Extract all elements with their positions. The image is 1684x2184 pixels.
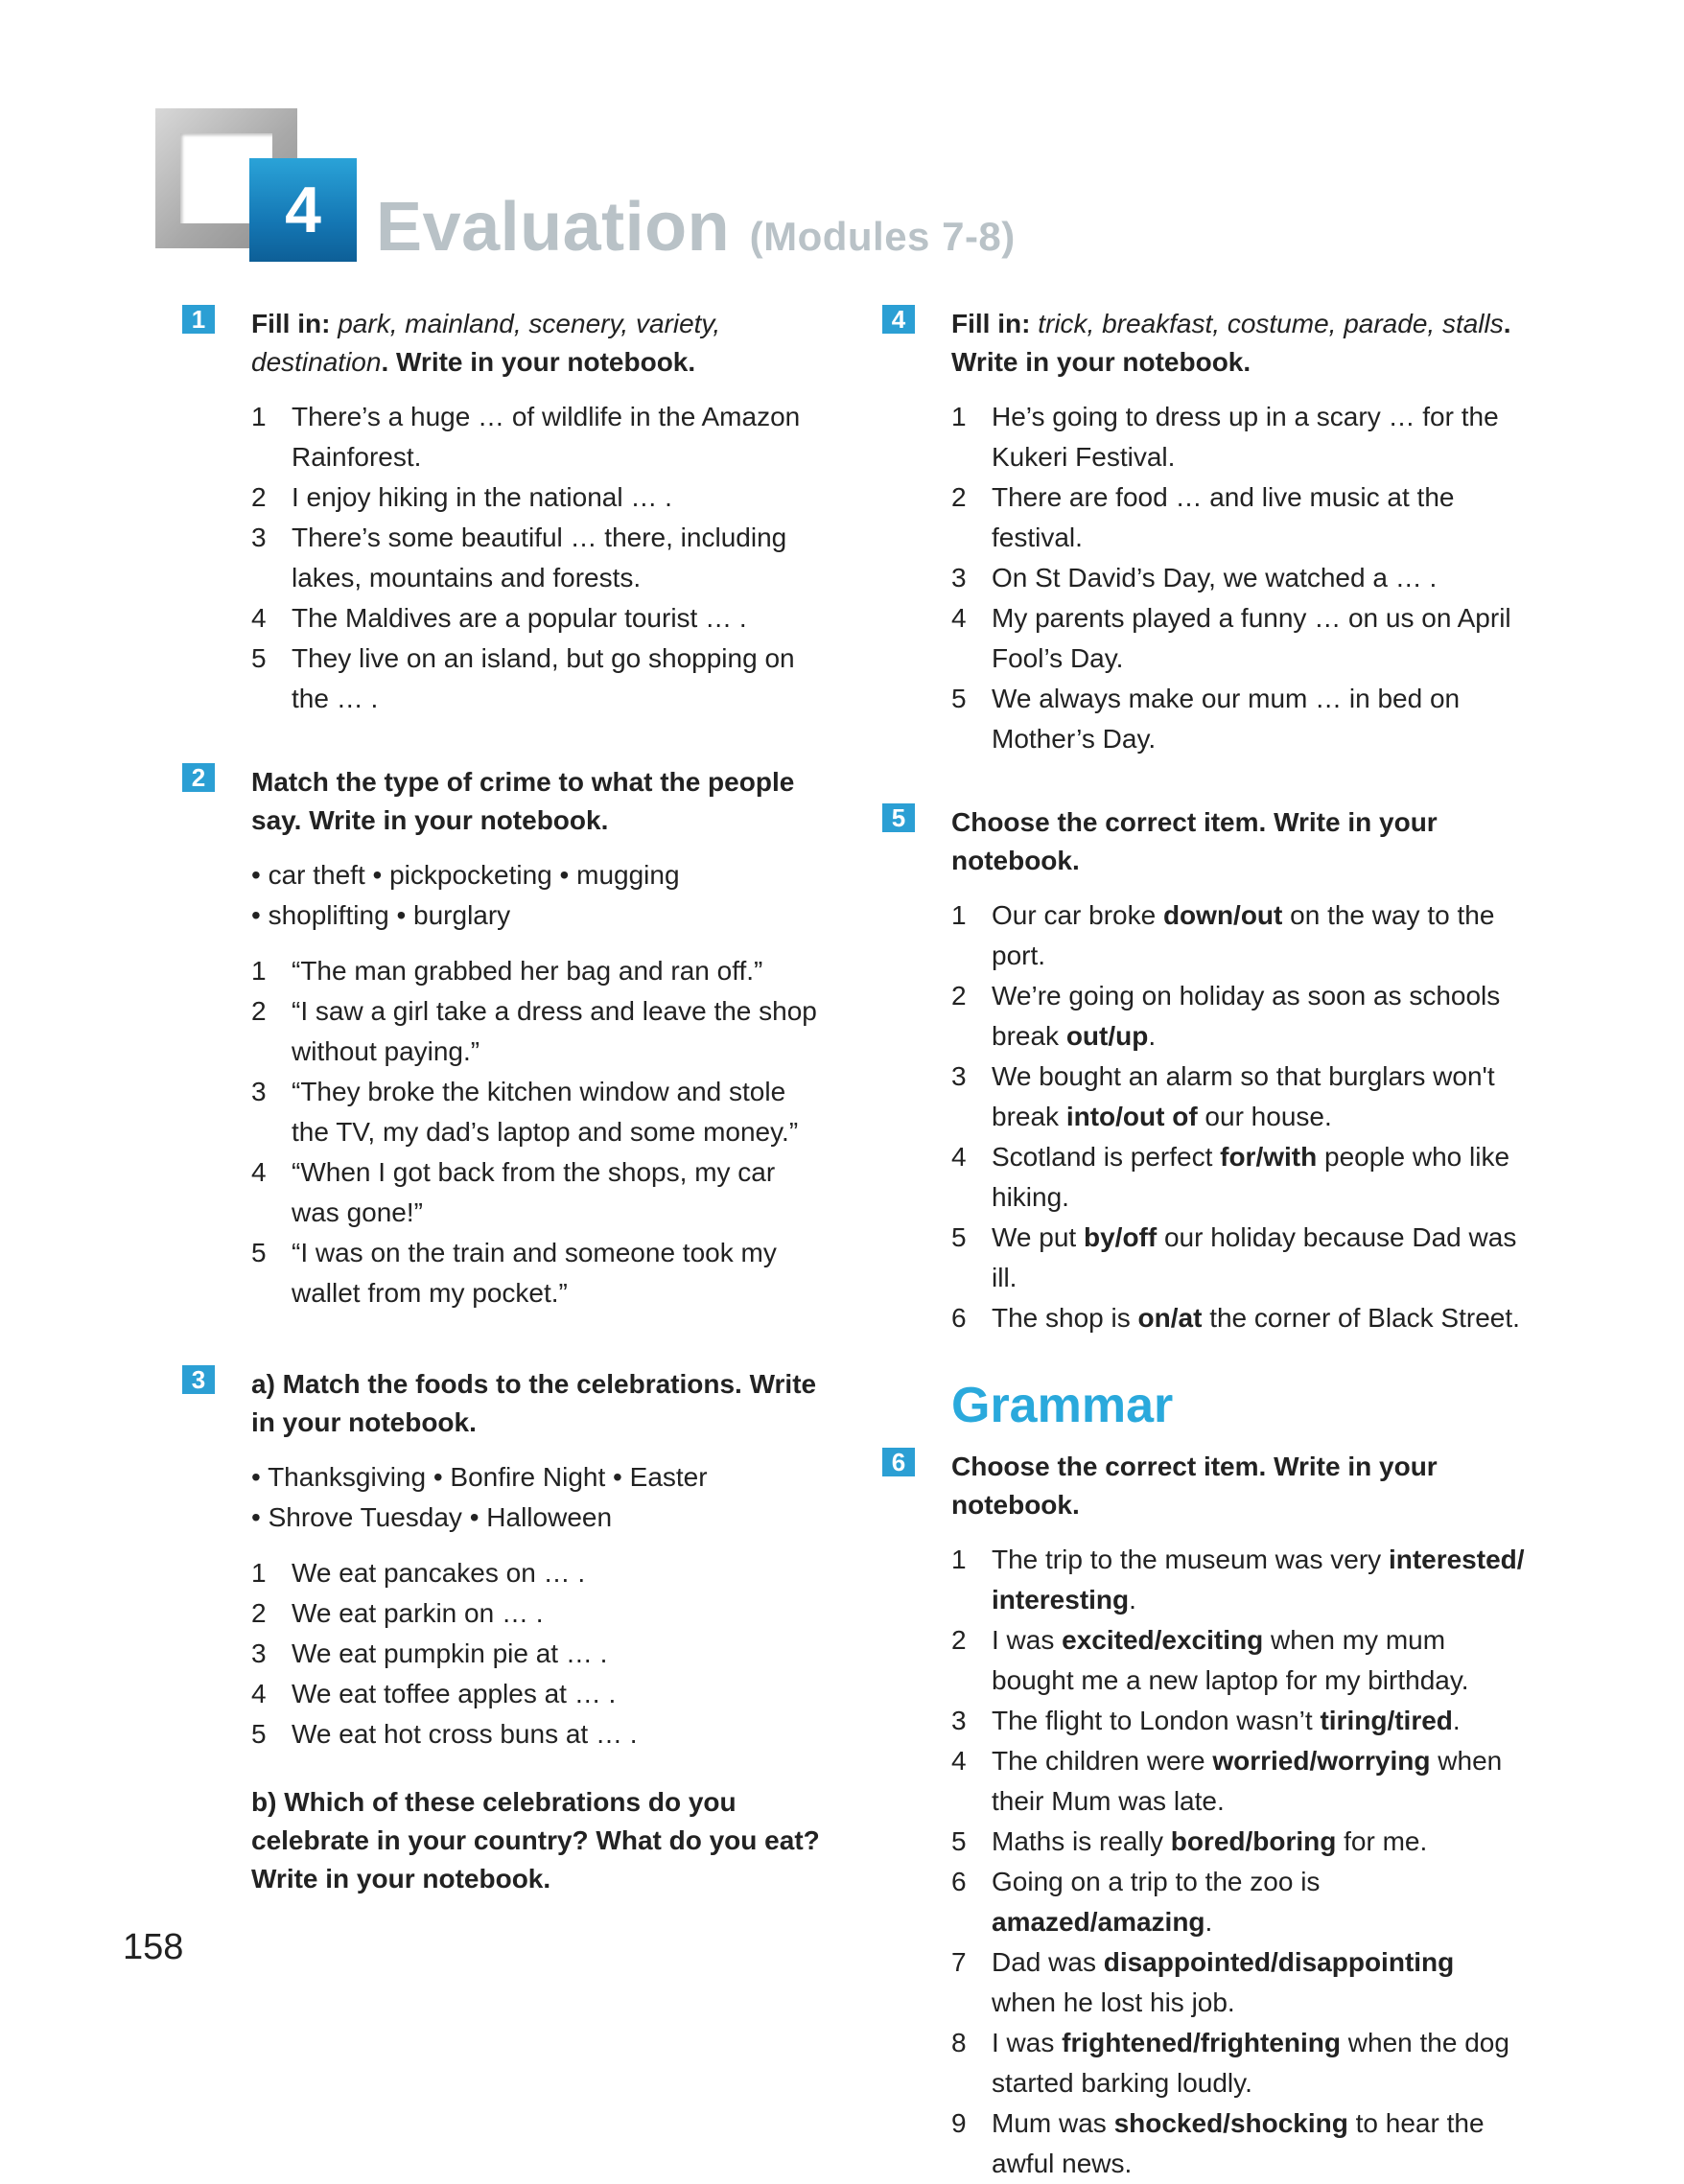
list-item bbox=[951, 1620, 1525, 1701]
list-item bbox=[951, 1741, 1525, 1822]
left-column bbox=[182, 305, 825, 1898]
list-item bbox=[251, 1553, 825, 1593]
item-text: We bought an alarm so that burglars won't break bbox=[992, 1061, 1495, 1131]
list-item bbox=[251, 951, 825, 991]
item-text: We’re going on holiday as soon as schools break bbox=[992, 981, 1501, 1051]
item-text: . bbox=[1129, 1585, 1136, 1615]
exercise-1 bbox=[182, 305, 825, 719]
item-number: 5 bbox=[951, 684, 967, 713]
item-text: The children were bbox=[992, 1746, 1213, 1776]
choice-options: out/up bbox=[1065, 1021, 1149, 1051]
item-number: 2 bbox=[951, 482, 967, 512]
list-item bbox=[951, 2023, 1525, 2103]
instruction-tail: . Write in your notebook. bbox=[951, 309, 1511, 377]
list-item bbox=[951, 558, 1525, 598]
item-number: 1 bbox=[251, 402, 267, 431]
list-item bbox=[251, 1233, 825, 1313]
exercise-items bbox=[251, 855, 825, 1313]
exercise-instruction-a: a) Match the foods to the celebrations. Write in your notebook. bbox=[251, 1369, 817, 1437]
item-number: 1 bbox=[951, 402, 967, 431]
choice-options: interested/ interesting bbox=[992, 1545, 1525, 1615]
exercise-number-badge: 2 bbox=[182, 763, 215, 792]
item-text: . bbox=[1205, 1907, 1213, 1937]
item-text: our house. bbox=[1197, 1102, 1332, 1131]
item-number: 7 bbox=[951, 1947, 967, 1977]
item-text: on the way to the port. bbox=[992, 900, 1495, 970]
choice-options: excited/exciting bbox=[1062, 1625, 1264, 1655]
list-item bbox=[251, 397, 825, 477]
item-number: 3 bbox=[251, 1638, 267, 1668]
choice-options: disappointed/disappointing bbox=[1103, 1947, 1455, 1977]
item-number: 6 bbox=[951, 1303, 967, 1333]
exercise-instruction-b: b) Which of these celebrations do you celebrate in your country? What do you eat? Write in your notebook. bbox=[251, 1787, 820, 1894]
item-number: 2 bbox=[251, 1598, 267, 1628]
section-heading-grammar: Grammar bbox=[951, 1378, 1174, 1433]
item-text: We eat parkin on … . bbox=[292, 1598, 544, 1628]
item-text: We eat pumpkin pie at … . bbox=[292, 1638, 608, 1668]
choice-options: worried/worrying bbox=[1212, 1746, 1431, 1776]
item-number: 5 bbox=[251, 643, 267, 673]
item-text: They live on an island, but go shopping on the … . bbox=[292, 643, 795, 713]
choice-options: tiring/tired bbox=[1320, 1706, 1453, 1735]
item-text: “When I got back from the shops, my car was gone!” bbox=[292, 1157, 776, 1227]
title-text: Evaluation bbox=[376, 189, 731, 266]
choice-options: by/off bbox=[1083, 1222, 1158, 1252]
instruction-lead: Fill in: bbox=[951, 309, 1031, 338]
item-number: 1 bbox=[251, 956, 267, 986]
list-item bbox=[951, 679, 1525, 759]
item-text: We eat toffee apples at … . bbox=[292, 1679, 617, 1708]
list-item bbox=[951, 1057, 1525, 1137]
item-number: 5 bbox=[251, 1719, 267, 1749]
exercise-number-badge: 6 bbox=[882, 1448, 915, 1476]
item-number: 1 bbox=[251, 1558, 267, 1588]
item-text: The Maldives are a popular tourist … . bbox=[292, 603, 747, 633]
choice-options: down/out bbox=[1162, 900, 1283, 930]
list-item bbox=[251, 1714, 825, 1754]
item-text: . bbox=[1148, 1021, 1157, 1051]
item-text: On St David’s Day, we watched a … . bbox=[992, 563, 1438, 592]
choice-options: on/at bbox=[1137, 1303, 1203, 1333]
list-item bbox=[251, 639, 825, 719]
item-text: Going on a trip to the zoo is bbox=[992, 1867, 1321, 1896]
item-number: 3 bbox=[251, 1077, 267, 1106]
item-text: Dad was bbox=[992, 1947, 1104, 1977]
right-column bbox=[882, 305, 1525, 2184]
exercise-2 bbox=[182, 763, 825, 1313]
list-item bbox=[251, 1593, 825, 1634]
choice-options: for/with bbox=[1220, 1142, 1318, 1172]
item-text: I was bbox=[992, 2028, 1063, 2057]
options-line: • shoplifting • burglary bbox=[251, 900, 511, 930]
exercise-instruction bbox=[251, 305, 825, 382]
exercise-items bbox=[951, 1540, 1525, 2184]
exercise-items bbox=[251, 397, 825, 719]
item-text: when my mum bought me a new laptop for my birthday. bbox=[992, 1625, 1469, 1695]
item-text: We eat pancakes on … . bbox=[292, 1558, 586, 1588]
word-bank: park, mainland, scenery, variety, destination bbox=[251, 309, 721, 377]
item-number: 4 bbox=[951, 603, 967, 633]
list-item bbox=[251, 518, 825, 598]
list-item bbox=[951, 1942, 1525, 2023]
exercise-instruction: Choose the correct item. Write in your notebook. bbox=[951, 807, 1438, 875]
exercise-4 bbox=[882, 305, 1525, 759]
item-number: 1 bbox=[951, 1545, 967, 1574]
choice-options: amazed/amazing bbox=[992, 1907, 1205, 1937]
item-text: for me. bbox=[1336, 1826, 1428, 1856]
item-text: Our car broke bbox=[992, 900, 1163, 930]
item-text: “The man grabbed her bag and ran off.” bbox=[292, 956, 763, 986]
instruction-tail: . Write in your notebook. bbox=[381, 347, 696, 377]
list-item bbox=[251, 1634, 825, 1674]
item-number: 5 bbox=[251, 1238, 267, 1267]
item-number: 2 bbox=[951, 1625, 967, 1655]
list-item bbox=[951, 1137, 1525, 1218]
item-text: Mum was bbox=[992, 2108, 1114, 2138]
item-number: 5 bbox=[951, 1826, 967, 1856]
item-text: Scotland is perfect bbox=[992, 1142, 1221, 1172]
item-number: 2 bbox=[251, 996, 267, 1026]
list-item bbox=[951, 1540, 1525, 1620]
item-text: “I was on the train and someone took my wallet from my pocket.” bbox=[292, 1238, 777, 1308]
list-item bbox=[951, 1822, 1525, 1862]
item-text: “They broke the kitchen window and stole the TV, my dad’s laptop and some money.” bbox=[292, 1077, 799, 1147]
item-text: . bbox=[1452, 1706, 1461, 1735]
item-text: The shop is bbox=[992, 1303, 1138, 1333]
item-number: 3 bbox=[251, 523, 267, 552]
exercise-items bbox=[951, 895, 1525, 1338]
item-text: We eat hot cross buns at … . bbox=[292, 1719, 638, 1749]
item-text: We always make our mum … in bed on Mother’s Day. bbox=[992, 684, 1461, 754]
list-item bbox=[951, 895, 1525, 976]
list-item bbox=[951, 397, 1525, 477]
item-text: I enjoy hiking in the national … . bbox=[292, 482, 672, 512]
choice-options: frightened/frightening bbox=[1062, 2028, 1341, 2057]
item-number: 3 bbox=[951, 563, 967, 592]
exercise-3 bbox=[182, 1365, 825, 1898]
item-number: 2 bbox=[251, 482, 267, 512]
unit-number-badge: 4 bbox=[249, 158, 357, 262]
item-number: 3 bbox=[951, 1061, 967, 1091]
options-line: • Thanksgiving • Bonfire Night • Easter bbox=[251, 1462, 708, 1492]
item-number: 5 bbox=[951, 1222, 967, 1252]
options-line: • car theft • pickpocketing • mugging bbox=[251, 860, 680, 890]
item-text: The flight to London wasn’t bbox=[992, 1706, 1321, 1735]
list-item bbox=[951, 598, 1525, 679]
list-item bbox=[251, 1674, 825, 1714]
exercise-number-badge: 5 bbox=[882, 803, 915, 832]
choice-options: into/out of bbox=[1065, 1102, 1198, 1131]
choice-options: shocked/shocking bbox=[1113, 2108, 1348, 2138]
item-text: our holiday because Dad was ill. bbox=[992, 1222, 1517, 1292]
item-number: 1 bbox=[951, 900, 967, 930]
list-item bbox=[251, 598, 825, 639]
list-item bbox=[251, 991, 825, 1072]
item-text: The trip to the museum was very bbox=[992, 1545, 1389, 1574]
list-item bbox=[951, 477, 1525, 558]
item-text: We put bbox=[992, 1222, 1084, 1252]
item-text: I was bbox=[992, 1625, 1063, 1655]
item-number: 3 bbox=[951, 1706, 967, 1735]
list-item bbox=[951, 2103, 1525, 2184]
item-text: to hear the awful news. bbox=[992, 2108, 1485, 2178]
item-text: people who like hiking. bbox=[992, 1142, 1510, 1212]
page-number: 158 bbox=[123, 1927, 184, 1967]
celebration-options bbox=[251, 1457, 825, 1538]
instruction-lead: Fill in: bbox=[251, 309, 331, 338]
item-text: when he lost his job. bbox=[992, 1987, 1235, 2017]
page-title bbox=[376, 188, 1016, 267]
item-number: 4 bbox=[251, 1157, 267, 1187]
options-line: • Shrove Tuesday • Halloween bbox=[251, 1502, 613, 1532]
item-text: the corner of Black Street. bbox=[1202, 1303, 1520, 1333]
item-text: My parents played a funny … on us on April Fool’s Day. bbox=[992, 603, 1511, 673]
exercise-number-badge: 3 bbox=[182, 1365, 215, 1394]
exercise-items bbox=[251, 1457, 825, 1754]
choice-options: bored/boring bbox=[1170, 1826, 1337, 1856]
exercise-items bbox=[951, 397, 1525, 759]
item-number: 4 bbox=[951, 1142, 967, 1172]
item-number: 2 bbox=[951, 981, 967, 1011]
item-number: 6 bbox=[951, 1867, 967, 1896]
item-number: 4 bbox=[251, 603, 267, 633]
list-item bbox=[951, 1862, 1525, 1942]
title-subtitle: (Modules 7-8) bbox=[749, 214, 1016, 259]
list-item bbox=[251, 1152, 825, 1233]
item-number: 4 bbox=[251, 1679, 267, 1708]
exercise-number-badge: 1 bbox=[182, 305, 215, 334]
list-item bbox=[251, 477, 825, 518]
item-text: when the dog started barking loudly. bbox=[992, 2028, 1509, 2098]
item-text: “I saw a girl take a dress and leave the shop without paying.” bbox=[292, 996, 817, 1066]
list-item bbox=[951, 1298, 1525, 1338]
item-text: There’s some beautiful … there, including lakes, mountains and forests. bbox=[292, 523, 787, 592]
list-item bbox=[251, 1072, 825, 1152]
item-text: when their Mum was late. bbox=[992, 1746, 1503, 1816]
item-number: 8 bbox=[951, 2028, 967, 2057]
list-item bbox=[951, 1218, 1525, 1298]
word-bank: trick, breakfast, costume, parade, stalls bbox=[1038, 309, 1504, 338]
exercise-number-badge: 4 bbox=[882, 305, 915, 334]
exercise-instruction: Choose the correct item. Write in your notebook. bbox=[951, 1452, 1438, 1520]
exercise-5 bbox=[882, 803, 1525, 1338]
item-text: He’s going to dress up in a scary … for the Kukeri Festival. bbox=[992, 402, 1499, 472]
exercise-instruction: Match the type of crime to what the people say. Write in your notebook. bbox=[251, 767, 795, 835]
crime-options bbox=[251, 855, 825, 936]
item-number: 9 bbox=[951, 2108, 967, 2138]
list-item bbox=[951, 1701, 1525, 1741]
exercise-instruction bbox=[951, 305, 1525, 382]
item-text: Maths is really bbox=[992, 1826, 1171, 1856]
item-number: 4 bbox=[951, 1746, 967, 1776]
exercise-6 bbox=[882, 1448, 1525, 2184]
item-text: There’s a huge … of wildlife in the Amazon Rainforest. bbox=[292, 402, 801, 472]
item-text: There are food … and live music at the festival. bbox=[992, 482, 1455, 552]
list-item bbox=[951, 976, 1525, 1057]
